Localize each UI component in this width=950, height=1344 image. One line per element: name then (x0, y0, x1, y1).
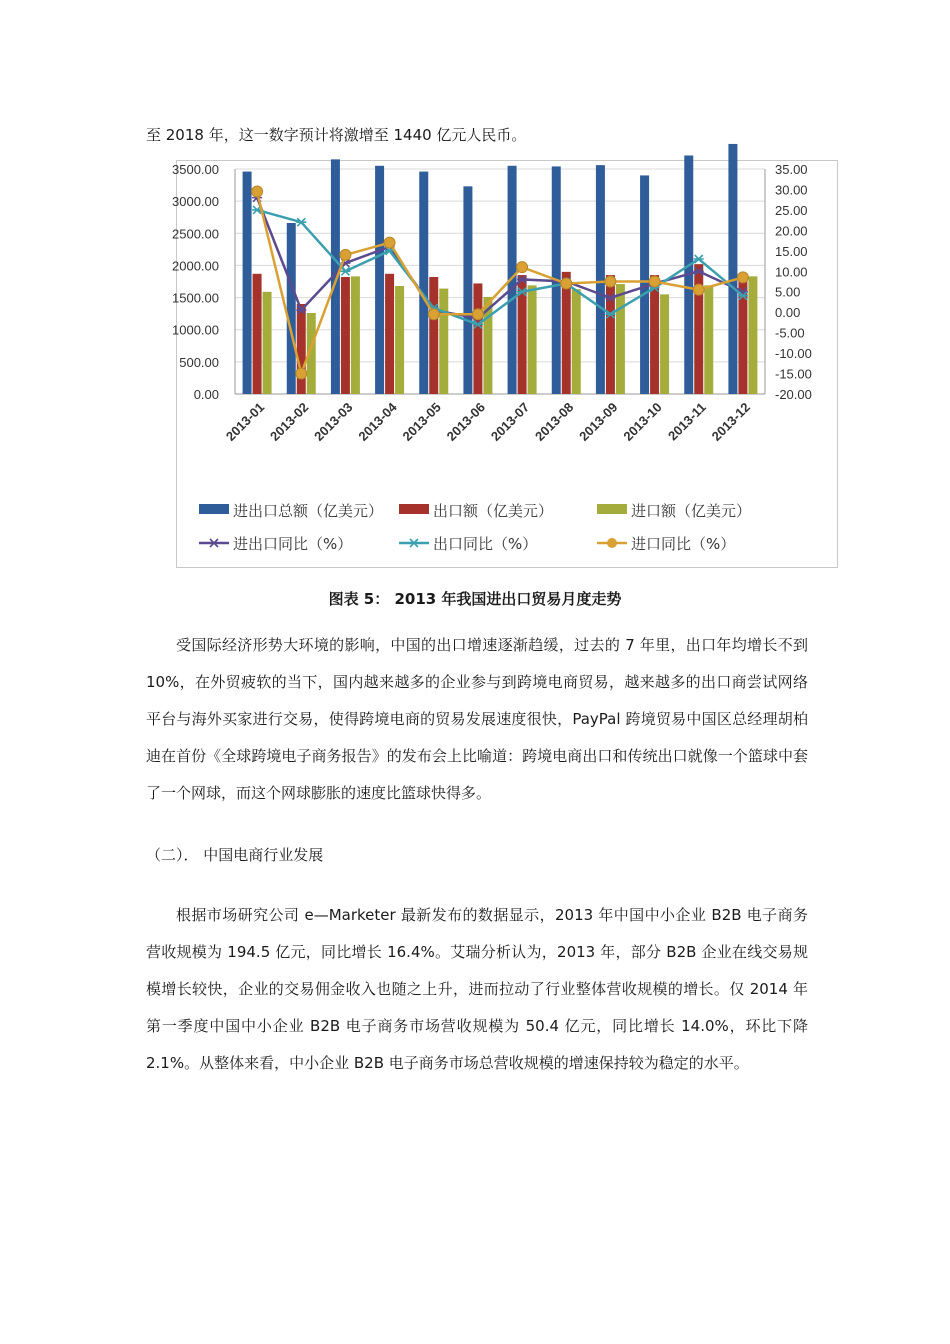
series-point (561, 278, 572, 289)
bar (616, 284, 625, 394)
bar (287, 223, 296, 394)
bar (243, 172, 252, 394)
x-tick-label: 2013-12 (708, 399, 754, 444)
right-tick-label: 0.00 (775, 305, 801, 321)
series-point (384, 237, 395, 248)
bar (572, 289, 581, 394)
trade-chart (172, 160, 838, 568)
right-tick-label: 35.00 (775, 162, 808, 177)
x-tick-label: 2013-09 (576, 399, 621, 444)
chart-caption: 图表 5： 2013 年我国进出口贸易月度走势 (328, 590, 622, 608)
series-point (340, 267, 350, 275)
bar (606, 275, 615, 394)
bar (253, 274, 262, 394)
x-tick-label: 2013-04 (355, 399, 400, 444)
bar (728, 144, 737, 394)
series-point (252, 186, 263, 197)
bar (660, 294, 669, 394)
left-tick-label: 500.00 (179, 354, 219, 370)
bar (562, 272, 571, 394)
x-tick-label: 2013-11 (665, 399, 709, 444)
series-point (649, 276, 660, 287)
series-point (296, 218, 306, 226)
bar (650, 275, 659, 394)
bar (263, 292, 272, 394)
legend-label: 进口额（亿美元） (631, 502, 752, 520)
right-tick-label: -5.00 (775, 325, 805, 341)
right-tick-label: 20.00 (775, 223, 808, 239)
bar (473, 283, 482, 394)
series-line (257, 210, 743, 325)
legend-label: 进出口同比（%） (233, 535, 353, 553)
left-tick-label: 3500.00 (172, 162, 219, 177)
right-tick-label: 10.00 (775, 264, 808, 280)
bar (528, 285, 537, 394)
bar (375, 166, 384, 394)
intro-text: 至 2018 年，这一数字预计将激增至 1440 亿元人民币。 (146, 126, 527, 144)
x-tick-label: 2013-03 (311, 399, 356, 444)
bar (748, 276, 757, 394)
bar (463, 186, 472, 394)
left-tick-label: 2000.00 (172, 258, 219, 274)
series-point (472, 309, 483, 320)
bar (429, 277, 438, 394)
left-tick-label: 1000.00 (172, 322, 219, 338)
bar (341, 277, 350, 394)
legend-label: 进口同比（%） (631, 535, 736, 553)
bar (704, 285, 713, 394)
bar (297, 304, 306, 394)
left-tick-label: 1500.00 (172, 290, 219, 306)
series-line (257, 198, 743, 319)
paragraph-b2b: 根据市场研究公司 e—Marketer 最新发布的数据显示，2013 年中国中小企业 B2B 电子商务营收规模为 194.5 亿元，同比增长 16.4%。艾瑞分析认为，2013 年，部分 B2B 企业在线交易规模增长较快，企业的交易佣金收入也随之上升，进而拉动了行业整体营收规模的增长。仅 2014 年第一季度中国中小企业 B2B 电子商务市场营收规模为 50.4 亿元，同比增长 14.0%，环比下降 2.1%。从整体来看，中小企业 B2B 电子商务市场总营收规模的增速保持较为稳定的水平。 (146, 906, 808, 1072)
bar (439, 289, 448, 394)
section-heading: （二）． 中国电商行业发展 (146, 846, 324, 864)
bar (419, 172, 428, 394)
x-tick-label: 2013-05 (399, 399, 444, 444)
bar (395, 286, 404, 394)
x-tick-label: 2013-02 (267, 399, 312, 444)
legend-label: 出口同比（%） (433, 535, 538, 553)
paragraph-trade: 受国际经济形势大环境的影响，中国的出口增速逐渐趋缓，过去的 7 年里，出口年均增长不到 10%，在外贸疲软的当下，国内越来越多的企业参与到跨境电商贸易，越来越多的出口商尝试网络平台与海外买家进行交易，使得跨境电商的贸易发展速度很快，PayPal 跨境贸易中国区总经理胡柏迪在首份《全球跨境电子商务报告》的发布会上比喻道：跨境电商出口和传统出口就像一个篮球中套了一个网球，而这个网球膨胀的速度比篮球快得多。 (146, 636, 808, 802)
bar (596, 165, 605, 394)
series-point (428, 309, 439, 320)
trade-chart-svg (172, 161, 837, 567)
legend-label: 进出口总额（亿美元） (233, 502, 384, 520)
series-line (257, 192, 743, 374)
bar (385, 274, 394, 394)
right-tick-label: -10.00 (775, 346, 812, 362)
right-tick-label: 15.00 (775, 243, 808, 259)
series-point (296, 368, 307, 379)
right-tick-label: -20.00 (775, 387, 812, 402)
bar (694, 264, 703, 394)
x-tick-label: 2013-10 (620, 399, 665, 444)
series-point (737, 272, 748, 283)
left-tick-label: 3000.00 (172, 194, 219, 210)
x-tick-label: 2013-07 (487, 399, 533, 444)
series-point (517, 262, 528, 273)
right-tick-label: -15.00 (775, 366, 812, 382)
legend-marker (607, 538, 617, 548)
bar (351, 276, 360, 394)
series-point (694, 255, 704, 263)
series-point (605, 276, 616, 287)
legend-swatch (597, 504, 627, 514)
x-tick-label: 2013-06 (443, 399, 489, 444)
legend-swatch (399, 504, 429, 514)
right-tick-label: 5.00 (775, 284, 801, 300)
x-tick-label: 2013-01 (222, 399, 268, 444)
legend-label: 出口额（亿美元） (433, 502, 554, 520)
left-tick-label: 2500.00 (172, 226, 219, 242)
left-tick-label: 0.00 (193, 387, 219, 402)
right-tick-label: 25.00 (775, 202, 808, 218)
series-point (340, 249, 351, 260)
right-tick-label: 30.00 (775, 182, 808, 198)
series-point (693, 284, 704, 295)
x-tick-label: 2013-08 (532, 399, 577, 444)
legend-swatch (199, 504, 229, 514)
